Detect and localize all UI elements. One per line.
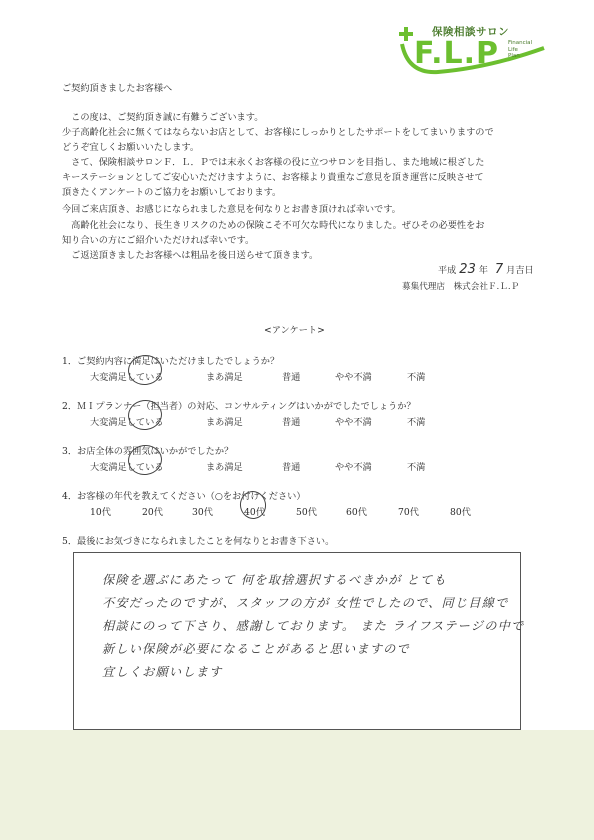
- option[interactable]: まあ満足: [206, 462, 243, 473]
- intro-line: 高齢化社会になり、長生きリスクのための保険こそ不可欠な時代になりました。ぜひその必要性をお: [62, 220, 485, 231]
- question-2: 2．ＭＩプランナー（担当者）の対応、コンサルティングはいかがでしたでしょうか？: [62, 401, 416, 412]
- question-1: 1．ご契約内容に満足はいただけましたでしょうか？: [62, 356, 280, 367]
- intro-line: キーステーションとしてご安心いただけますように、お客様より貴重なご意見を頂き運営に反映させて: [62, 172, 484, 183]
- date-month-unit: 月吉日: [506, 265, 534, 276]
- option[interactable]: やや不満: [335, 417, 372, 428]
- question-5: 5．最後にお気づきになられましたことを何なりとお書き下さい。: [62, 536, 335, 547]
- intro-line: ご返送頂きましたお客様へは粗品を後日送らせて頂きます。: [62, 250, 319, 261]
- option[interactable]: 大変満足している: [90, 417, 164, 428]
- footer-band: [0, 730, 594, 840]
- option[interactable]: 40代: [244, 507, 265, 518]
- comment-line: 新しい保険が必要になることがあると思いますので: [102, 642, 410, 656]
- option[interactable]: 50代: [296, 507, 317, 518]
- option[interactable]: まあ満足: [206, 417, 243, 428]
- comment-box[interactable]: [73, 552, 525, 730]
- option[interactable]: 不満: [407, 417, 426, 428]
- option[interactable]: 不満: [407, 372, 426, 383]
- date-era: 平成: [438, 265, 457, 276]
- logo-subtitle: 保険相談サロン: [432, 26, 509, 38]
- option[interactable]: やや不満: [335, 372, 372, 383]
- agency-name: 募集代理店 株式会社Ｆ.Ｌ.Ｐ: [402, 282, 520, 292]
- option[interactable]: 70代: [398, 507, 419, 518]
- option[interactable]: 大変満足している: [90, 372, 164, 383]
- date-month: 7: [494, 262, 504, 277]
- question-2-options: [90, 414, 540, 428]
- option[interactable]: 20代: [142, 507, 163, 518]
- date-year: 23: [459, 262, 476, 277]
- date-year-unit: 年: [478, 265, 488, 276]
- option[interactable]: 不満: [407, 462, 426, 473]
- question-4-options: [90, 504, 540, 518]
- intro-line: 少子高齢化社会に無くてはならないお店として、お客様にしっかりとしたサポートをしてまいりますので: [62, 127, 494, 138]
- intro-line: 頂きたくアンケートのご協力をお願いしております。: [62, 187, 282, 198]
- option[interactable]: 80代: [450, 507, 471, 518]
- logo-wordmark: F.L.P: [414, 36, 499, 71]
- comment-line: 相談にのって下さり、感謝しております。 また ライフステージの中で: [102, 619, 525, 633]
- option[interactable]: 普通: [282, 417, 301, 428]
- option[interactable]: 普通: [282, 372, 301, 383]
- survey-title: <アンケート>: [264, 325, 325, 336]
- question-1-options: [90, 369, 540, 383]
- intro-line: この度は、ご契約頂き誠に有難うございます。: [62, 112, 264, 123]
- logo-tagline: Financial Life Plan: [508, 40, 533, 59]
- intro-line: さて、保険相談サロンＦ．Ｌ．Ｐでは末永くお客様の役に立つサロンを目指し、また地域に根ざした: [62, 157, 485, 168]
- question-3: 3．お店全体の雰囲気はいかがでしたか？: [62, 446, 234, 457]
- intro-line: どうぞ宜しくお願いいたします。: [62, 142, 200, 153]
- option[interactable]: 60代: [346, 507, 367, 518]
- intro-line: 今回ご来店頂き、お感じになられました意見を何なりとお書き頂ければ幸いです。: [62, 204, 401, 215]
- intro-line: 知り合いの方にご紹介いただければ幸いです。: [62, 235, 255, 246]
- option[interactable]: 普通: [282, 462, 301, 473]
- comment-line: 宜しくお願いします: [102, 665, 223, 679]
- option[interactable]: 30代: [192, 507, 213, 518]
- date-line: [438, 262, 534, 277]
- option[interactable]: まあ満足: [206, 372, 243, 383]
- comment-line: 不安だったのですが、スタッフの方が 女性でしたので、同じ目線で: [102, 596, 509, 610]
- option[interactable]: 10代: [90, 507, 111, 518]
- comment-line: 保険を選ぶにあたって 何を取捨選択するべきかが とても: [102, 573, 447, 587]
- flp-logo: [398, 22, 548, 82]
- greeting: ご契約頂きましたお客様へ: [62, 83, 173, 94]
- question-4: 4．お客様の年代を教えてください（○をお付けください）: [62, 491, 306, 502]
- option[interactable]: やや不満: [335, 462, 372, 473]
- option[interactable]: 大変満足している: [90, 462, 164, 473]
- question-3-options: [90, 459, 540, 473]
